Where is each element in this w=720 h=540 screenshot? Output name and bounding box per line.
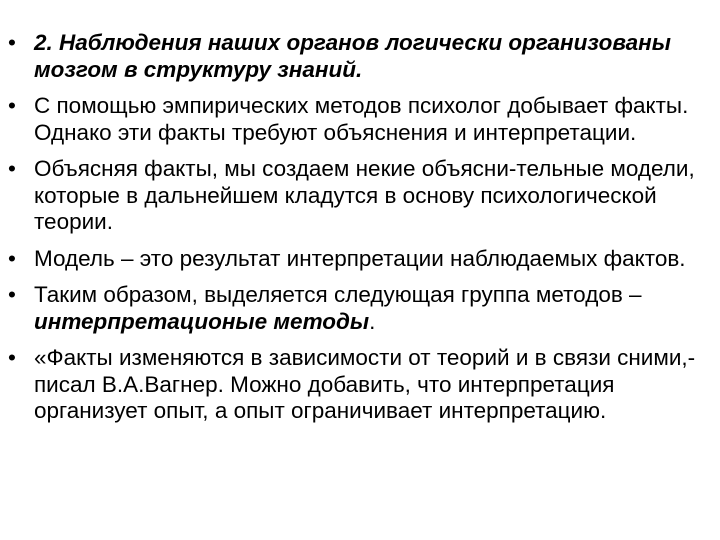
bullet-text-heading: 2. Наблюдения наших органов логически организованы мозгом в структуру знаний. — [34, 30, 671, 82]
bullet-text: Таким образом, выделяется следующая группа методов – — [34, 282, 642, 307]
bullet-list — [8, 30, 708, 435]
bullet-item — [8, 30, 708, 83]
bullet-marker: • — [8, 156, 16, 181]
bullet-item — [8, 246, 708, 273]
bullet-marker: • — [8, 93, 16, 118]
bullet-marker: • — [8, 345, 16, 370]
bullet-item — [8, 282, 708, 335]
bullet-text: Модель – это результат интерпретации наблюдаемых фактов. — [34, 245, 686, 271]
bullet-text: С помощью эмпирических методов психолог добывает факты. Однако эти факты требуют объяснения и интерпретации. — [34, 93, 689, 145]
bullet-text: Объясняя факты, мы создаем некие объясни-тельные модели, которые в дальнейшем кладутся в основу психологической теории. — [34, 156, 695, 234]
bullet-text-end: . — [369, 308, 376, 334]
bullet-text-quote: «Факты изменяются в зависимости от теорий и в связи сними,- писал В.А.Вагнер. Можно добавить, что интерпретация организует опыт, а опыт ограничивает интерпретацию. — [34, 345, 696, 423]
bullet-item — [8, 156, 708, 236]
bullet-marker: • — [8, 282, 16, 307]
bullet-item — [8, 345, 708, 425]
bullet-marker: • — [8, 245, 16, 271]
bullet-item — [8, 93, 708, 146]
emphasized-term: интерпретационые методы — [34, 308, 370, 334]
bullet-marker: • — [8, 30, 16, 55]
